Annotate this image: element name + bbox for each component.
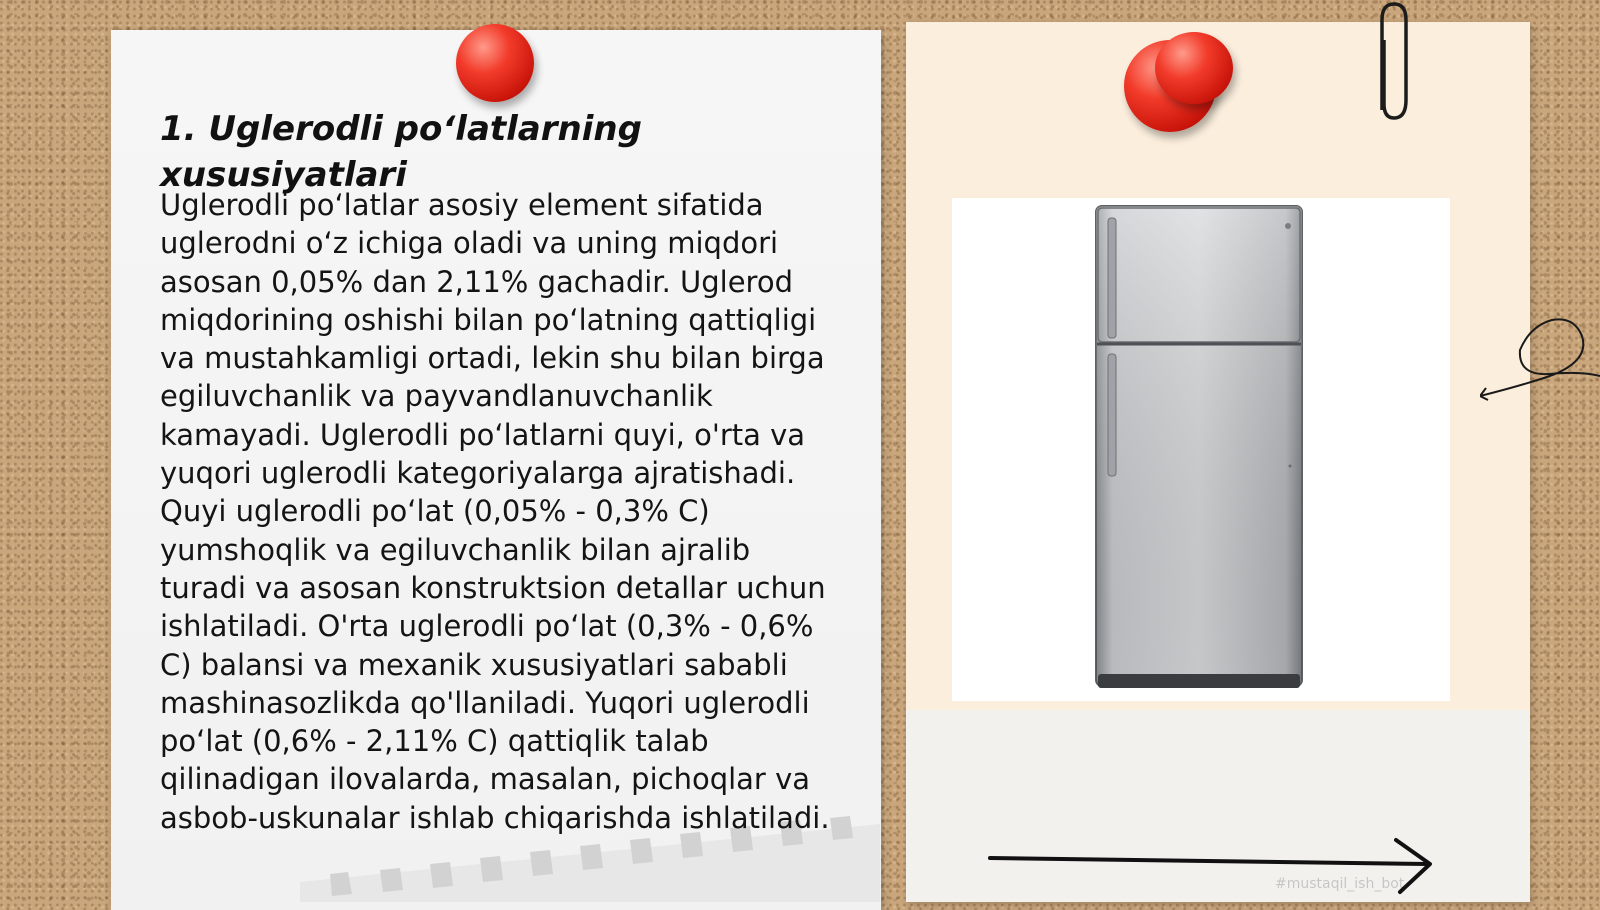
watermark-text: #mustaqil_ish_bot — [1275, 876, 1405, 892]
paperclip-icon — [1374, 0, 1414, 124]
red-pushpin-icon — [1155, 32, 1233, 104]
slide-body-text: Uglerodli po‘latlar asosiy element sifatida uglerodni o‘z ichiga oladi va uning miqdori asosan 0,05% dan 2,11% gachadir. Uglerod miqdorining oshishi bilan po‘latning qattiqligi va mustahkamligi ortadi, lekin shu bilan birga egiluvchanlik va payvandlanuvchanlik kamayadi. Uglerodli po‘latlarni quyi, o'rta va yuqori uglerodli kategoriyalarga ajratishadi. Quyi uglerodli po‘lat (0,05% - 0,3% C) yumshoqlik va egiluvchanlik bilan ajralib turadi va asosan konstruktsion detallar uchun ishlatiladi. O'rta uglerodli po‘lat (0,3% - 0,6% C) balansi va mexanik xususiyatlari sababli mashinasozlikda qo'llaniladi. Yuqori uglerodli po‘lat (0,6% - 2,11% C) qattiqlik talab qilinadigan ilovalarda, masalan, pichoqlar va asbob-uskunalar ishlab chiqarishda ishlatiladi. — [160, 188, 830, 835]
slide-heading: 1. Uglerodli po‘latlarning xususiyatlari — [160, 109, 642, 195]
red-pushpin-icon — [456, 24, 534, 102]
curly-arrow-icon — [1480, 316, 1600, 406]
refrigerator-image — [1094, 204, 1304, 694]
